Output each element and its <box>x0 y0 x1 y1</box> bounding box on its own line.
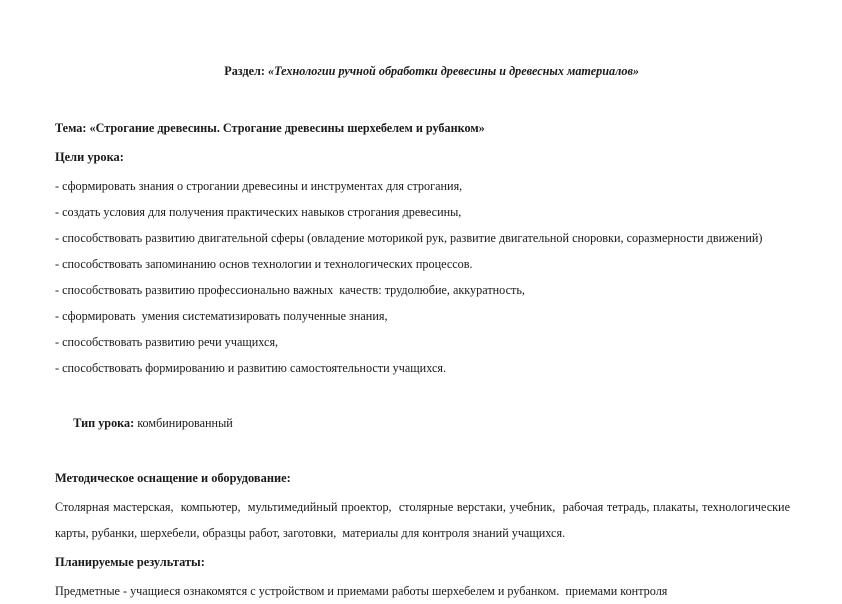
equipment-text: Столярная мастерская, компьютер, мультимедийный проектор, столярные верстаки, учебник, рабочая тетрадь, плакаты, технологические карты, рубанки, шерхебели, образцы работ, заготовки, материалы для контроля знаний учащихся. <box>55 500 794 540</box>
goal-item: - способствовать развитию речи учащихся, <box>55 335 279 349</box>
equipment-heading: Методическое оснащение и оборудование: <box>55 471 291 485</box>
lesson-type-label: Тип урока: <box>73 416 135 430</box>
goal-item: - сформировать знания о строгании древесины и инструментах для строгания, <box>55 179 463 193</box>
section-line <box>55 32 790 110</box>
planned-results-text: Предметные - учащиеся ознакомятся с устройством и приемами работы шерхебелем и рубанком. приемами контроля <box>55 584 668 598</box>
topic-line: Тема: «Строгание древесины. Строгание древесины шерхебелем и рубанком» <box>55 121 485 135</box>
section-label: Раздел: <box>224 64 265 78</box>
goal-item: - способствовать запоминанию основ технологии и технологических процессов. <box>55 257 473 271</box>
goal-item: - создать условия для получения практических навыков строгания древесины, <box>55 205 462 219</box>
document-body <box>55 32 794 604</box>
goal-item: - способствовать развитию двигательной сферы (овладение моторикой рук, развитие двигательной сноровки, соразмерности движений) <box>55 231 763 245</box>
goal-item: - сформировать умения систематизировать полученные знания, <box>55 309 388 323</box>
goal-item: - способствовать формированию и развитию самостоятельности учащихся. <box>55 361 447 375</box>
lesson-type-line <box>55 384 790 462</box>
section-title: «Технологии ручной обработки древесины и древесных материалов» <box>268 64 639 78</box>
goal-item: - способствовать развитию профессионально важных качеств: трудолюбие, аккуратность, <box>55 283 525 297</box>
goals-heading: Цели урока: <box>55 150 124 164</box>
lesson-type-value: комбинированный <box>134 416 233 430</box>
planned-results-heading: Планируемые результаты: <box>55 555 205 569</box>
